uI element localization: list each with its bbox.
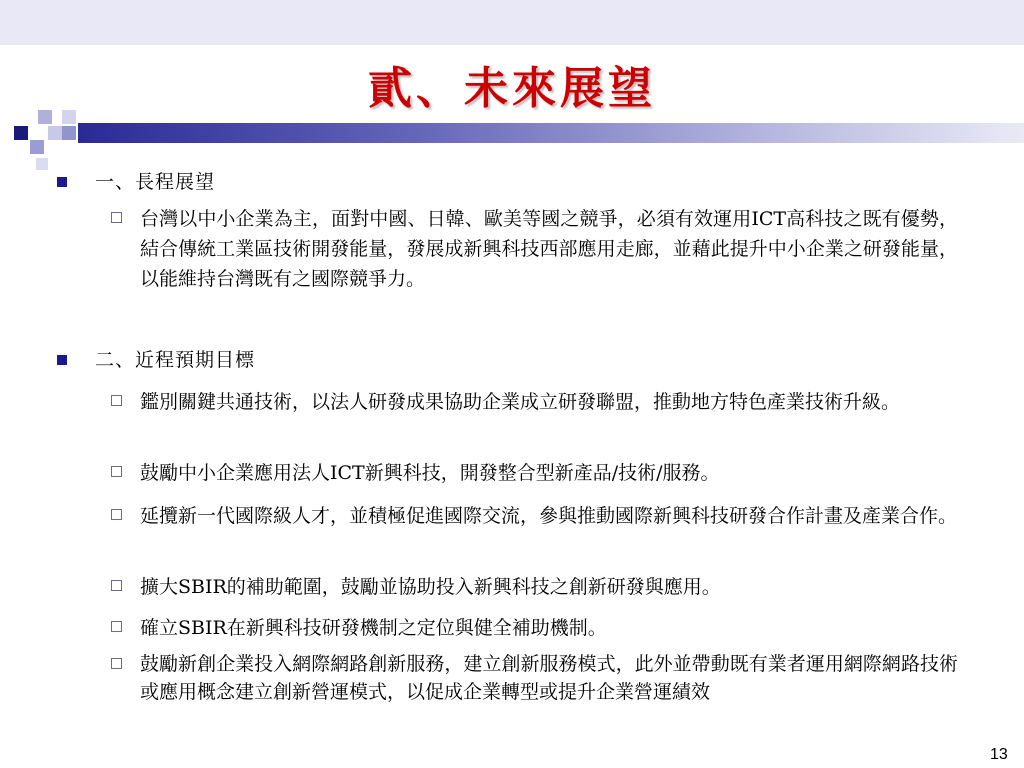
list-item: 擴大SBIR的補助範圍，鼓勵並協助投入新興科技之創新研發與應用。 <box>140 576 721 598</box>
item-bullet <box>111 658 122 669</box>
item-bullet <box>111 580 122 591</box>
item-bullet <box>111 466 122 477</box>
list-item: 鼓勵新創企業投入網際網路創新服務，建立創新服務模式，此外並帶動既有業者運用網際網路技術或應用概念建立創新營運模式，以促成企業轉型或提升企業營運績效 <box>140 653 958 703</box>
slide-title: 貳、未來展望 <box>368 63 656 114</box>
list-item: 台灣以中小企業為主，面對中國、日韓、歐美等國之競爭，必須有效運用ICT高科技之既有優勢，結合傳統工業區技術開發能量，發展成新興科技西部應用走廊，並藉此提升中小企業之研發能量，以能維持台灣既有之國際競爭力。 <box>140 208 958 290</box>
page-number: 13 <box>990 746 1008 763</box>
header-rule <box>78 123 1024 143</box>
item-bullet <box>111 395 122 406</box>
section-bullet <box>57 355 67 365</box>
list-item: 鑑別關鍵共通技術，以法人研發成果協助企業成立研發聯盟，推動地方特色產業技術升級。 <box>140 391 901 413</box>
section-heading: 二、近程預期目標 <box>95 349 256 371</box>
item-bullet <box>111 509 122 520</box>
list-item: 鼓勵中小企業應用法人ICT新興科技，開發整合型新產品/技術/服務。 <box>140 462 720 484</box>
list-item: 確立SBIR在新興科技研發機制之定位與健全補助機制。 <box>140 617 607 639</box>
section-heading: 一、長程展望 <box>95 171 216 193</box>
header-band <box>0 0 1024 45</box>
section-bullet <box>57 177 67 187</box>
list-item: 延攬新一代國際級人才，並積極促進國際交流，參與推動國際新興科技研發合作計畫及產業合作。 <box>140 505 958 527</box>
item-bullet <box>111 621 122 632</box>
item-bullet <box>111 212 122 223</box>
